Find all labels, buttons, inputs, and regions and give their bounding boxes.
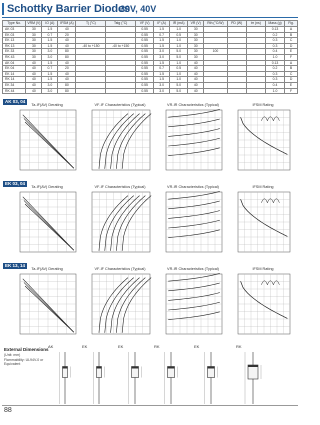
package-outline: [118, 344, 152, 406]
cathode-band: [97, 367, 102, 369]
package-label: EK: [82, 344, 88, 349]
spec-cell: 40: [26, 82, 42, 88]
spec-cell: C: [285, 71, 298, 77]
spec-cell: 0.13: [265, 27, 284, 33]
ifsm-rating-chart: [232, 267, 294, 341]
spec-cell: 30: [26, 43, 42, 49]
package-drawing: [154, 350, 188, 406]
spec-cell: 0.3: [265, 77, 284, 83]
spec-cell: 1.0: [170, 77, 188, 83]
ifsm-rating-chart: [232, 185, 294, 259]
vr-ir-chart: [160, 185, 226, 259]
spec-cell: 0.3: [265, 38, 284, 44]
spec-cell: 0.3: [265, 71, 284, 77]
spec-cell: 1.0: [265, 88, 284, 94]
derating-chart: [14, 267, 80, 341]
package-label: RK: [236, 344, 242, 349]
spec-cell: AK 04: [3, 60, 26, 66]
spec-cell: 80: [58, 88, 76, 94]
page-subtitle: 30V, 40V: [120, 4, 157, 14]
spec-cell: 1.5: [154, 60, 170, 66]
spec-cell: 0.55: [136, 77, 154, 83]
derating-curve: [25, 204, 74, 250]
package-outline: [82, 344, 116, 406]
spec-cell: 1.0: [170, 43, 188, 49]
external-dimensions-title: External Dimensions: [4, 347, 49, 352]
spec-cell: [204, 88, 227, 94]
spec-cell: 40: [26, 66, 42, 72]
spec-cell: EK 34: [3, 82, 26, 88]
spec-header-cell: trr (ns): [246, 21, 265, 27]
vf-if-curve: [99, 114, 128, 169]
spec-cell: 40: [188, 71, 204, 77]
package-outline: [194, 344, 228, 406]
spec-cell: 3.0: [42, 54, 58, 60]
spec-cell: 1.5: [42, 60, 58, 66]
page-title: Schottky Barrier Diodes: [7, 3, 131, 15]
spec-cell: 30: [188, 38, 204, 44]
vf-if-curve: [99, 278, 128, 333]
spec-cell: EK 03: [3, 32, 26, 38]
spec-cell: 3.0: [42, 82, 58, 88]
derating-chart: [14, 103, 80, 177]
derating-chart: [14, 185, 80, 259]
spec-cell: 100: [204, 49, 227, 55]
spec-cell: 40: [26, 60, 42, 66]
section-label: AK 03, 04: [5, 99, 26, 104]
package-drawing: [48, 350, 82, 406]
spec-cell: 0.55: [136, 49, 154, 55]
spec-cell: [76, 88, 106, 94]
spec-header-cell: Type No.: [3, 21, 26, 27]
spec-cell: RK 44: [3, 88, 26, 94]
spec-cell: D: [285, 43, 298, 49]
title-rule: [2, 17, 298, 18]
chart-title: IFSM Rating: [252, 103, 274, 107]
footer-rule: [2, 405, 298, 406]
spec-cell: 40: [26, 71, 42, 77]
spec-header-cell: VF (V): [136, 21, 154, 27]
spec-cell: 40: [188, 77, 204, 83]
spec-cell: 0.55: [136, 32, 154, 38]
vf-if-chart: [86, 185, 154, 259]
cathode-band: [168, 367, 175, 369]
spec-cell: 0.55: [136, 60, 154, 66]
package-outline: [48, 344, 82, 406]
package-drawing: [194, 350, 228, 406]
spec-cell: 5.0: [170, 54, 188, 60]
spec-cell: [227, 88, 246, 94]
spec-table: [2, 20, 298, 94]
chart-canvas: [232, 185, 294, 259]
spec-cell: 30: [26, 38, 42, 44]
spec-header-cell: Fig.: [285, 21, 298, 27]
package-label: EK: [194, 344, 200, 349]
spec-cell: 0.5: [170, 66, 188, 72]
chart-canvas: [232, 103, 294, 177]
spec-cell: 30: [188, 49, 204, 55]
spec-cell: 40: [58, 60, 76, 66]
spec-cell: 1.5: [154, 38, 170, 44]
spec-cell: 0.3: [265, 43, 284, 49]
spec-header-cell: Rth (°C/W): [204, 21, 227, 27]
spec-cell: 0.55: [136, 88, 154, 94]
spec-cell: 5.0: [170, 88, 188, 94]
spec-cell: 30: [26, 32, 42, 38]
chart-canvas: [160, 185, 226, 259]
package-drawing: [82, 350, 116, 406]
spec-cell: 20: [58, 32, 76, 38]
spec-cell: A: [285, 27, 298, 33]
package-drawing: [236, 350, 270, 406]
vf-if-curve: [99, 196, 128, 251]
package-label: AK: [48, 344, 54, 349]
spec-cell: AK 03: [3, 27, 26, 33]
spec-header-cell: IFSM (A): [58, 21, 76, 27]
chart-canvas: [232, 267, 294, 341]
chart-canvas: [160, 267, 226, 341]
flammability-note: Flammability: UL94V-0 or Equivalent: [4, 358, 44, 366]
spec-header-cell: Tstg (°C): [106, 21, 136, 27]
spec-header-cell: IF (A): [154, 21, 170, 27]
spec-cell: 0.55: [136, 54, 154, 60]
spec-body: [3, 27, 298, 94]
spec-cell: [246, 88, 265, 94]
spec-cell: 40: [58, 77, 76, 83]
chart-title: IFSM Rating: [252, 267, 274, 271]
spec-cell: 80: [58, 82, 76, 88]
spec-cell: B: [285, 66, 298, 72]
spec-cell: 40: [188, 66, 204, 72]
spec-cell: 0.13: [265, 60, 284, 66]
spec-header-cell: Tj (°C): [76, 21, 106, 27]
vf-if-chart: [86, 103, 154, 177]
spec-cell: 40: [26, 77, 42, 83]
spec-cell: 5.0: [170, 49, 188, 55]
chart-title: IFSM Rating: [252, 185, 274, 189]
spec-cell: 1.0: [265, 54, 284, 60]
cathode-band: [63, 367, 68, 369]
spec-cell: EK 14: [3, 71, 26, 77]
spec-cell: 40: [26, 88, 42, 94]
ifsm-rating-chart: [232, 103, 294, 177]
package-label: EK: [118, 344, 124, 349]
spec-cell: 1.0: [170, 27, 188, 33]
chart-canvas: [14, 185, 80, 259]
spec-cell: EK 13: [3, 38, 26, 44]
spec-cell: 1.5: [154, 27, 170, 33]
spec-cell: 30: [188, 32, 204, 38]
cathode-band: [208, 367, 215, 369]
vf-if-chart: [86, 267, 154, 341]
chart-title: VF-IF Characteristics (Typical): [94, 103, 146, 107]
spec-header-cell: PD (W): [227, 21, 246, 27]
derating-curve: [25, 286, 74, 332]
cathode-band: [248, 365, 258, 367]
spec-cell: 3.0: [154, 54, 170, 60]
spec-header-cell: VRM (V): [27, 21, 41, 26]
spec-cell: 0.55: [136, 82, 154, 88]
spec-cell: 40: [58, 71, 76, 77]
title-bar: [2, 3, 298, 16]
spec-cell: 1.5: [154, 77, 170, 83]
spec-cell: 0.55: [136, 38, 154, 44]
package-outline: [154, 344, 188, 406]
spec-cell: 40: [58, 38, 76, 44]
package-drawing: [118, 350, 152, 406]
package-label: RK: [154, 344, 160, 349]
spec-cell: 0.4: [265, 82, 284, 88]
spec-header-cell: VR (V): [188, 21, 204, 27]
spec-cell: 30: [26, 54, 42, 60]
spec-cell: 30: [188, 27, 204, 33]
spec-cell: 0.55: [136, 71, 154, 77]
spec-cell: 40: [188, 60, 204, 66]
chart-canvas: [14, 103, 80, 177]
spec-cell: 40: [58, 43, 76, 49]
spec-cell: 0.4: [265, 49, 284, 55]
spec-cell: 30: [26, 49, 42, 55]
spec-cell: 0.2: [265, 32, 284, 38]
chart-canvas: [14, 267, 80, 341]
spec-cell: 0.55: [136, 27, 154, 33]
spec-cell: 3.0: [154, 88, 170, 94]
chart-title: VF-IF Characteristics (Typical): [94, 185, 146, 189]
spec-cell: 40: [188, 88, 204, 94]
chart-title: VR-IR Characteristics (Typical): [167, 103, 219, 107]
spec-cell: C: [285, 38, 298, 44]
spec-cell: -40 to +150: [76, 43, 106, 49]
chart-canvas: [86, 103, 154, 177]
spec-cell: 3.0: [154, 49, 170, 55]
spec-cell: 0.7: [42, 66, 58, 72]
spec-cell: 30: [188, 54, 204, 60]
vr-ir-chart: [160, 267, 226, 341]
spec-cell: F: [285, 88, 298, 94]
spec-cell: 5.0: [170, 82, 188, 88]
chart-title: VF-IF Characteristics (Typical): [94, 267, 146, 271]
spec-cell: A: [285, 60, 298, 66]
spec-cell: E: [285, 49, 298, 55]
spec-cell: 1.5: [42, 77, 58, 83]
spec-cell: E: [285, 82, 298, 88]
spec-cell: 80: [58, 49, 76, 55]
spec-cell: -40 to +150: [106, 43, 136, 49]
chart-canvas: [86, 267, 154, 341]
spec-cell: [106, 88, 136, 94]
spec-cell: 1.0: [170, 60, 188, 66]
spec-cell: 1.5: [42, 27, 58, 33]
derating-curve: [25, 122, 74, 168]
spec-cell: 0.55: [136, 43, 154, 49]
spec-cell: 80: [58, 54, 76, 60]
spec-cell: 1.5: [42, 38, 58, 44]
spec-cell: 3.0: [42, 49, 58, 55]
spec-cell: 1.0: [170, 38, 188, 44]
spec-cell: EK 04: [3, 66, 26, 72]
spec-cell: 30: [26, 27, 42, 33]
spec-cell: F: [285, 54, 298, 60]
spec-row: [3, 88, 298, 94]
spec-header-cell: IR (mA): [170, 21, 188, 27]
spec-cell: EK 33: [3, 49, 26, 55]
chart-title: Ta-IF(AV) Derating: [31, 185, 63, 189]
chart-canvas: [86, 185, 154, 259]
package-outline: [236, 344, 270, 406]
spec-cell: 1.5: [154, 71, 170, 77]
section-label: EK 13, 14: [5, 263, 26, 268]
spec-cell: B: [285, 32, 298, 38]
spec-header-cell: IO (A): [42, 21, 58, 27]
chart-title: VR-IR Characteristics (Typical): [167, 267, 219, 271]
section-label: EK 03, 04: [5, 181, 26, 186]
spec-cell: 0.7: [154, 32, 170, 38]
spec-cell: RK 14: [3, 77, 26, 83]
spec-cell: 40: [188, 82, 204, 88]
diode-body: [248, 365, 258, 379]
external-dimensions-unit: (Unit: mm): [4, 353, 21, 357]
chart-title: Ta-IF(AV) Derating: [31, 267, 63, 271]
title-accent-bar: [2, 3, 4, 15]
spec-cell: 30: [188, 43, 204, 49]
cathode-band: [132, 367, 139, 369]
spec-header-cell: Mass (g): [265, 21, 284, 27]
spec-cell: 0.2: [265, 66, 284, 72]
spec-cell: 1.5: [154, 43, 170, 49]
spec-cell: 3.0: [42, 88, 58, 94]
spec-cell: 1.5: [42, 43, 58, 49]
vr-ir-chart: [160, 103, 226, 177]
spec-cell: 0.5: [170, 32, 188, 38]
chart-title: VR-IR Characteristics (Typical): [167, 185, 219, 189]
page-number: 88: [4, 407, 12, 414]
spec-cell: 0.7: [154, 66, 170, 72]
spec-cell: 1.5: [42, 71, 58, 77]
spec-cell: RK 43: [3, 54, 26, 60]
spec-cell: 0.55: [136, 66, 154, 72]
spec-cell: D: [285, 77, 298, 83]
spec-cell: 40: [58, 27, 76, 33]
spec-cell: 3.0: [154, 82, 170, 88]
chart-title: Ta-IF(AV) Derating: [31, 103, 63, 107]
spec-cell: RK 13: [3, 43, 26, 49]
spec-cell: 1.0: [170, 71, 188, 77]
chart-canvas: [160, 103, 226, 177]
spec-cell: 20: [58, 66, 76, 72]
spec-cell: 0.7: [42, 32, 58, 38]
